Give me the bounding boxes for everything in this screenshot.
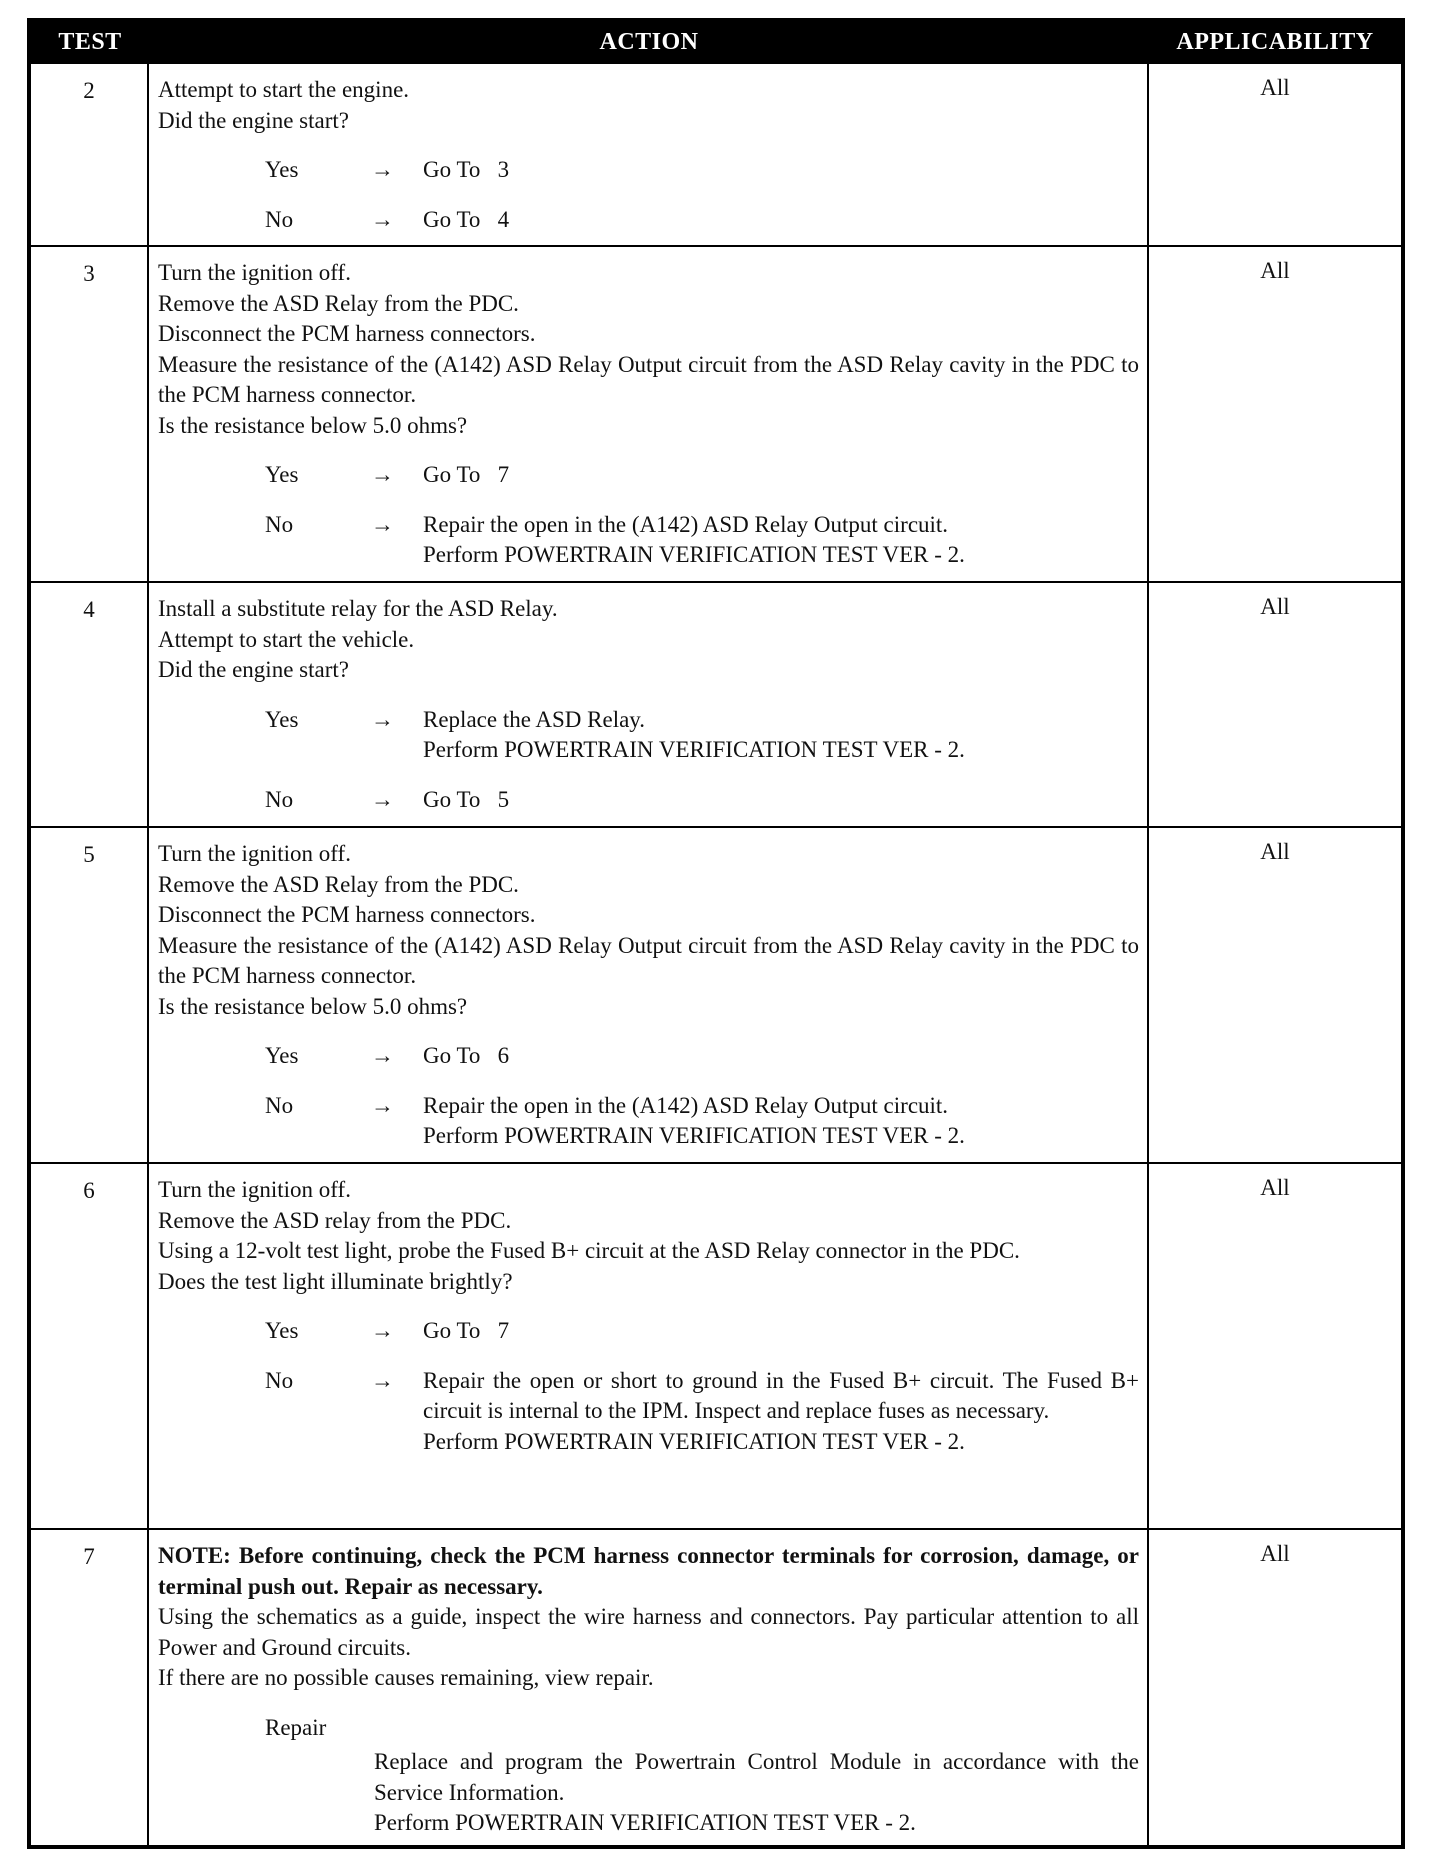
arrow-icon: → bbox=[371, 1092, 394, 1118]
yes-branch bbox=[158, 460, 1139, 491]
arrow-icon: → bbox=[371, 1367, 394, 1393]
applicability-value: All bbox=[1260, 1175, 1290, 1200]
yes-text: Go To 3 bbox=[423, 157, 510, 182]
action-line: Is the resistance below 5.0 ohms? bbox=[158, 412, 468, 438]
arrow-icon: → bbox=[371, 1043, 394, 1068]
yes-text bbox=[423, 705, 1139, 766]
yes-label: Yes bbox=[265, 157, 299, 182]
arrow-icon: → bbox=[371, 206, 394, 232]
no-branch bbox=[158, 510, 1139, 571]
action-line: Remove the ASD Relay from the PDC. bbox=[158, 871, 519, 897]
action-line: Turn the ignition off. bbox=[158, 1177, 351, 1202]
note-text: NOTE: Before continuing, check the PCM harness connector terminals for corrosion, damage, or terminal push out. Repair as necessary. bbox=[158, 1543, 1139, 1599]
yes-text-line: Replace the ASD Relay. bbox=[423, 706, 646, 732]
no-branch bbox=[158, 205, 1139, 236]
action-line: Does the test light illuminate brightly? bbox=[158, 1268, 513, 1294]
yes-branch bbox=[158, 155, 1139, 186]
action-cell bbox=[149, 828, 1149, 1162]
action-line: Turn the ignition off. bbox=[158, 260, 351, 285]
arrow-icon: → bbox=[371, 511, 394, 537]
yes-label: Yes bbox=[265, 462, 299, 487]
action-line: Disconnect the PCM harness connectors. bbox=[158, 902, 536, 927]
no-label: No bbox=[265, 786, 294, 812]
repair-text-line: Replace and program the Powertrain Control Module in accordance with the Service Information. bbox=[374, 1749, 1139, 1805]
yes-text-line: Perform POWERTRAIN VERIFICATION TEST VER - 2. bbox=[423, 737, 965, 762]
action-line: Disconnect the PCM harness connectors. bbox=[158, 321, 536, 346]
action-cell bbox=[149, 583, 1149, 826]
no-label: No bbox=[265, 1367, 294, 1393]
arrow-icon: → bbox=[371, 462, 394, 487]
action-line: Using the schematics as a guide, inspect the wire harness and connectors. Pay particular attention to all Power and Ground circuits. bbox=[158, 1604, 1139, 1660]
no-text-line: Repair the open in the (A142) ASD Relay Output circuit. bbox=[423, 1092, 949, 1118]
action-line: Remove the ASD Relay from the PDC. bbox=[158, 290, 519, 316]
no-text-line: Repair the open or short to ground in the Fused B+ circuit. The Fused B+ circuit is internal to the IPM. Inspect and replace fuses as necessary. bbox=[423, 1367, 1139, 1423]
action-cell bbox=[149, 1530, 1149, 1845]
yes-label: Yes bbox=[265, 706, 299, 732]
applicability-value: All bbox=[1260, 594, 1290, 619]
no-text-line: Repair the open in the (A142) ASD Relay Output circuit. bbox=[423, 511, 949, 537]
test-number: 5 bbox=[31, 828, 149, 1162]
repair-text-line: Perform POWERTRAIN VERIFICATION TEST VER - 2. bbox=[374, 1810, 916, 1835]
action-cell bbox=[149, 247, 1149, 581]
applicability-value: All bbox=[1260, 75, 1290, 100]
no-text: Go To 5 bbox=[423, 786, 510, 812]
no-text-line: Perform POWERTRAIN VERIFICATION TEST VER - 2. bbox=[423, 1428, 965, 1454]
applicability-value: All bbox=[1260, 258, 1290, 283]
table-row bbox=[31, 245, 1401, 581]
table-row bbox=[31, 826, 1401, 1162]
no-branch bbox=[158, 1091, 1139, 1152]
table-row bbox=[31, 581, 1401, 826]
action-line: Is the resistance below 5.0 ohms? bbox=[158, 993, 468, 1019]
arrow-icon: → bbox=[371, 706, 394, 732]
no-label: No bbox=[265, 511, 294, 537]
yes-text: Go To 7 bbox=[423, 1318, 510, 1343]
header-applicability: APPLICABILITY bbox=[1176, 28, 1374, 55]
table-row bbox=[31, 1162, 1401, 1528]
test-number: 3 bbox=[31, 247, 149, 581]
repair-text bbox=[158, 1747, 1139, 1839]
yes-text: Go To 7 bbox=[423, 462, 510, 487]
table-header bbox=[31, 22, 1401, 62]
table-row bbox=[31, 62, 1401, 245]
no-label: No bbox=[265, 206, 294, 232]
action-cell bbox=[149, 64, 1149, 245]
yes-branch bbox=[158, 705, 1139, 766]
action-line: Measure the resistance of the (A142) ASD Relay Output circuit from the ASD Relay cavity in the PDC to the PCM harness connector. bbox=[158, 351, 1139, 407]
no-branch bbox=[158, 785, 1139, 816]
no-text-line: Perform POWERTRAIN VERIFICATION TEST VER - 2. bbox=[423, 542, 965, 567]
action-line: Remove the ASD relay from the PDC. bbox=[158, 1207, 512, 1233]
action-line: Install a substitute relay for the ASD Relay. bbox=[158, 596, 558, 621]
no-label: No bbox=[265, 1092, 294, 1118]
no-text: Go To 4 bbox=[423, 206, 510, 232]
header-test: TEST bbox=[58, 28, 122, 55]
action-line: Using a 12-volt test light, probe the Fused B+ circuit at the ASD Relay connector in the PDC. bbox=[158, 1238, 1020, 1263]
arrow-icon: → bbox=[371, 1318, 394, 1343]
action-line: Measure the resistance of the (A142) ASD Relay Output circuit from the ASD Relay cavity in the PDC to the PCM harness connector. bbox=[158, 932, 1139, 988]
no-text bbox=[423, 1366, 1139, 1458]
table-row bbox=[31, 1528, 1401, 1845]
repair-label: Repair bbox=[265, 1714, 327, 1740]
arrow-icon: → bbox=[371, 786, 394, 812]
action-cell bbox=[149, 1164, 1149, 1528]
yes-branch bbox=[158, 1316, 1139, 1347]
no-text bbox=[423, 1091, 1139, 1152]
test-number: 7 bbox=[31, 1530, 149, 1845]
yes-label: Yes bbox=[265, 1043, 299, 1068]
applicability-value: All bbox=[1260, 1541, 1290, 1566]
yes-text: Go To 6 bbox=[423, 1043, 510, 1068]
test-number: 2 bbox=[31, 64, 149, 245]
applicability-value: All bbox=[1260, 839, 1290, 864]
arrow-icon: → bbox=[371, 157, 394, 182]
action-line: Did the engine start? bbox=[158, 657, 349, 682]
diagnostic-table bbox=[27, 18, 1405, 1849]
action-line: Attempt to start the vehicle. bbox=[158, 626, 415, 652]
header-action: ACTION bbox=[599, 28, 699, 55]
action-line: Did the engine start? bbox=[158, 107, 349, 133]
yes-branch bbox=[158, 1041, 1139, 1072]
action-line: If there are no possible causes remaining, view repair. bbox=[158, 1665, 654, 1690]
test-number: 6 bbox=[31, 1164, 149, 1528]
action-line: Turn the ignition off. bbox=[158, 841, 351, 866]
test-number: 4 bbox=[31, 583, 149, 826]
yes-label: Yes bbox=[265, 1318, 299, 1343]
no-branch bbox=[158, 1366, 1139, 1458]
action-line: Attempt to start the engine. bbox=[158, 77, 410, 102]
no-text-line: Perform POWERTRAIN VERIFICATION TEST VER - 2. bbox=[423, 1123, 965, 1148]
no-text bbox=[423, 510, 1139, 571]
